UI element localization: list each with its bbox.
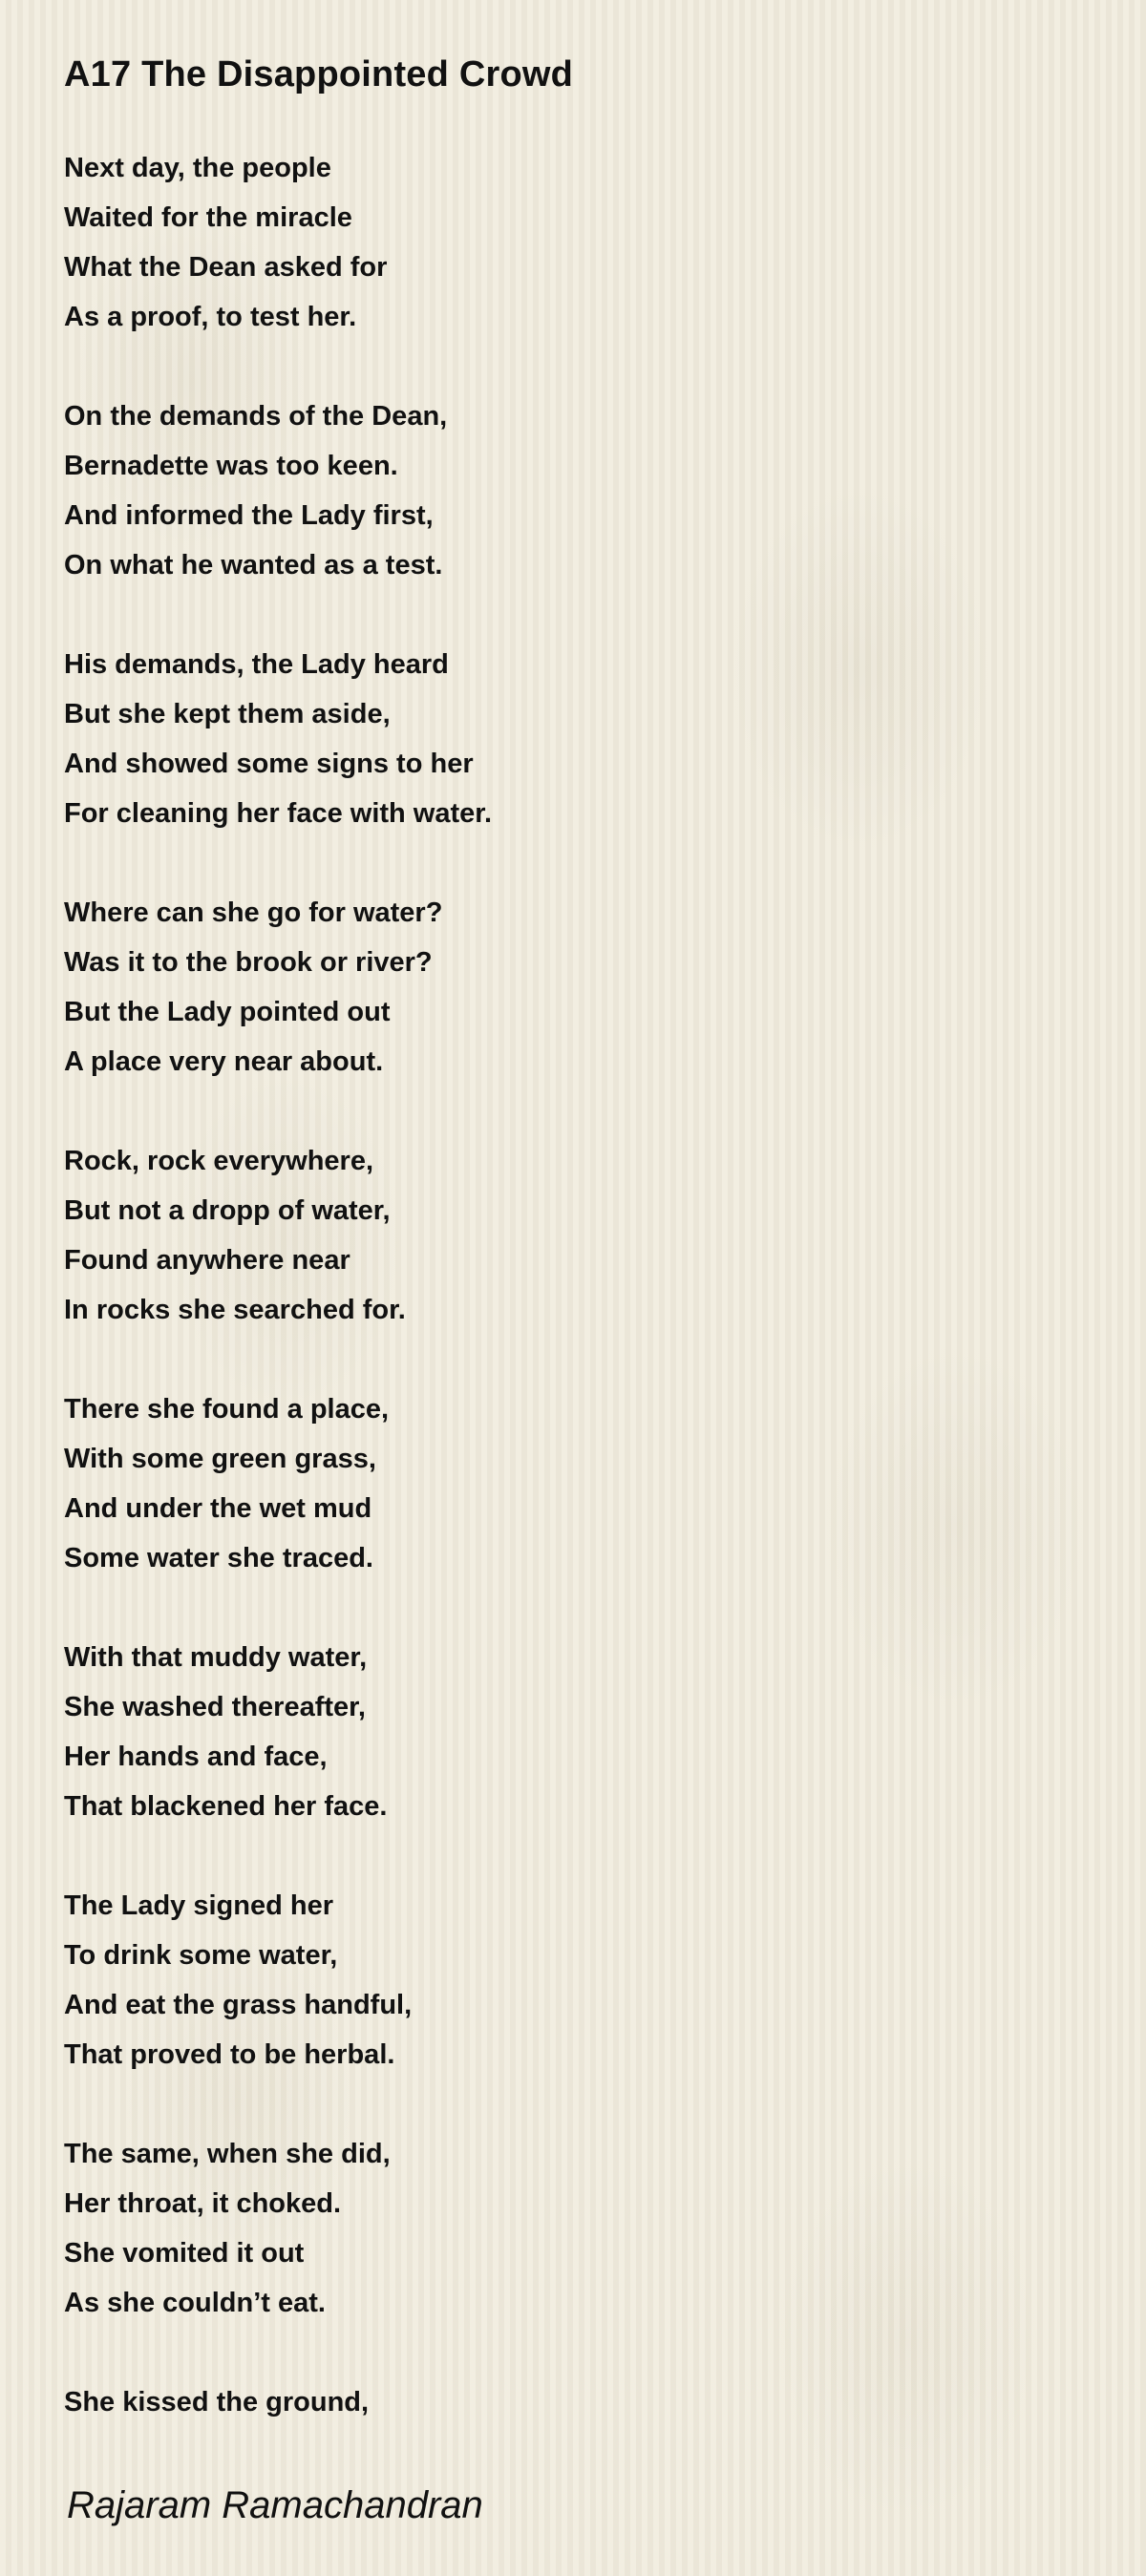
poem-line: In rocks she searched for. [64, 1295, 406, 1325]
stanza [64, 640, 492, 838]
poem-page [64, 0, 1095, 2576]
poem-line: With some green grass, [64, 1444, 376, 1474]
poem-line: For cleaning her face with water. [64, 798, 493, 829]
poem-line: Her throat, it choked. [64, 2188, 342, 2219]
poem-line: And under the wet mud [64, 1493, 372, 1524]
poem-line: Next day, the people [64, 153, 331, 183]
poem-line: Bernadette was too keen. [64, 451, 398, 481]
poem-author: Rajaram Ramachandran [67, 2484, 483, 2526]
poem-line: As a proof, to test her. [64, 302, 357, 332]
poem-line: She washed thereafter, [64, 1692, 366, 1722]
poem-line: A place very near about. [64, 1046, 384, 1077]
poem-line: That blackened her face. [64, 1791, 388, 1822]
poem-line: Found anywhere near [64, 1245, 350, 1276]
poem-line: But not a dropp of water, [64, 1195, 391, 1226]
stanza [64, 888, 492, 1087]
poem-line: Some water she traced. [64, 1543, 373, 1573]
poem-line: But the Lady pointed out [64, 997, 391, 1027]
poem-line: That proved to be herbal. [64, 2039, 395, 2070]
poem-line: On the demands of the Dean, [64, 401, 448, 432]
poem-line: And eat the grass handful, [64, 1990, 413, 2020]
poem-line: The same, when she did, [64, 2139, 391, 2169]
poem-line: What the Dean asked for [64, 252, 388, 283]
stanza [64, 2129, 492, 2328]
poem-line: To drink some water, [64, 1940, 338, 1971]
poem-line: On what he wanted as a test. [64, 550, 443, 581]
poem-line: Her hands and face, [64, 1742, 328, 1772]
poem-line: There she found a place, [64, 1394, 390, 1425]
poem-line: Waited for the miracle [64, 202, 352, 233]
poem-line: She vomited it out [64, 2238, 305, 2269]
poem-line: The Lady signed her [64, 1890, 333, 1921]
stanza [64, 143, 492, 342]
poem-line: But she kept them aside, [64, 699, 391, 729]
stanza [64, 2377, 492, 2427]
stanza [64, 1633, 492, 1831]
poem-line: His demands, the Lady heard [64, 649, 449, 680]
poem-line: And informed the Lady first, [64, 500, 434, 531]
poem-line: Rock, rock everywhere, [64, 1146, 374, 1176]
poem-line: And showed some signs to her [64, 749, 474, 779]
poem-line: As she couldn’t eat. [64, 2288, 326, 2318]
stanza [64, 391, 492, 590]
poem-line: With that muddy water, [64, 1642, 368, 1673]
stanza [64, 1384, 492, 1583]
stanza [64, 1881, 492, 2080]
poem-title: A17 The Disappointed Crowd [64, 54, 574, 95]
poem-line: Where can she go for water? [64, 897, 443, 928]
stanza [64, 1136, 492, 1335]
poem-line: Was it to the brook or river? [64, 947, 433, 978]
poem-line: She kissed the ground, [64, 2387, 370, 2418]
poem-body [64, 143, 492, 2477]
